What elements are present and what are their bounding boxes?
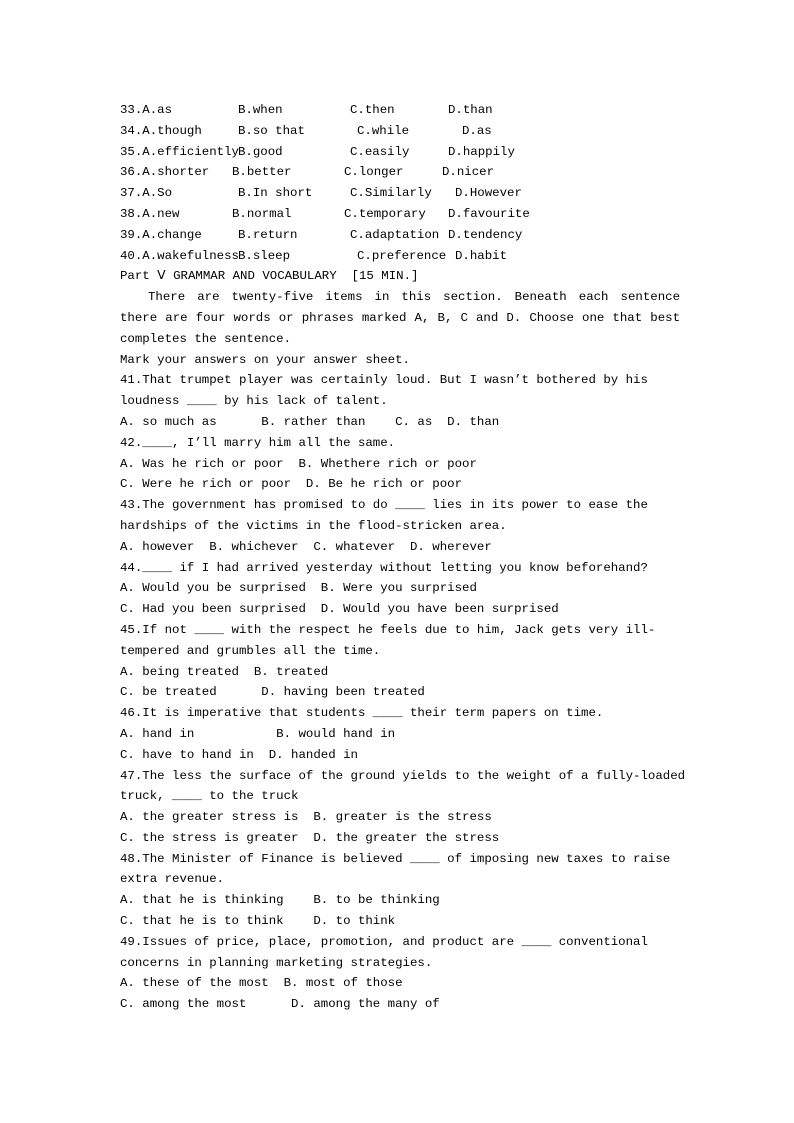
- question-stem: 42.____, I’ll marry him all the same.: [120, 435, 396, 450]
- question-stem: loudness ____ by his lack of talent.: [120, 394, 388, 409]
- option-b: B.normal: [232, 206, 292, 221]
- question-stem: 49.Issues of price, place, promotion, and product are ____ conventional: [120, 934, 648, 949]
- option-d: D.nicer: [442, 165, 495, 180]
- cloze-option-row: [120, 162, 680, 183]
- question-options: A. however B. whichever C. whatever D. wherever: [120, 539, 492, 554]
- question-options: C. be treated D. having been treated: [120, 685, 425, 700]
- option-a: 40.A.wakefulness: [120, 248, 239, 263]
- cloze-option-row: [120, 225, 680, 246]
- questions-block: [120, 370, 686, 1015]
- option-b: B.when: [238, 103, 283, 117]
- question-options: A. Was he rich or poor B. Whethere rich or poor: [120, 456, 477, 471]
- option-d: D.favourite: [448, 206, 530, 221]
- option-d: D.as: [462, 123, 492, 138]
- option-c: C.easily: [350, 144, 410, 159]
- question-stem: 45.If not ____ with the respect he feels due to him, Jack gets very ill-: [120, 622, 656, 637]
- option-d: D.happily: [448, 144, 515, 159]
- question-stem: 47.The less the surface of the ground yields to the weight of a fully-loaded: [120, 768, 686, 783]
- section-instruction: Mark your answers on your answer sheet.: [120, 352, 410, 367]
- cloze-option-row: [120, 142, 680, 163]
- option-d: D.tendency: [448, 227, 523, 242]
- question-options: C. that he is to think D. to think: [120, 914, 396, 929]
- question-stem: 43.The government has promised to do ____ lies in its power to ease the: [120, 498, 648, 513]
- question-options: C. have to hand in D. handed in: [120, 747, 358, 762]
- cloze-options-block: [120, 100, 680, 266]
- question-options: C. Were he rich or poor D. Be he rich or poor: [120, 477, 463, 492]
- question-options: A. Would you be surprised B. Were you surprised: [120, 581, 477, 596]
- option-a: 39.A.change: [120, 227, 202, 242]
- option-b: B.return: [238, 227, 298, 242]
- option-c: C.then: [350, 103, 395, 117]
- question-options: C. Had you been surprised D. Would you have been surprised: [120, 602, 559, 617]
- option-d: D.than: [448, 103, 493, 117]
- question-stem: concerns in planning marketing strategies.: [120, 955, 433, 970]
- question-stem: extra revenue.: [120, 872, 225, 887]
- section-heading: Part Ⅴ GRAMMAR AND VOCABULARY [15 MIN.]: [120, 269, 419, 284]
- option-a: 33.A.as: [120, 103, 173, 117]
- option-b: B.so that: [238, 123, 305, 138]
- question-stem: hardships of the victims in the flood-stricken area.: [120, 518, 507, 533]
- cloze-option-row: [120, 121, 680, 142]
- option-b: B.better: [232, 165, 292, 180]
- cloze-option-row: [120, 246, 680, 267]
- cloze-option-row: [120, 100, 680, 121]
- question-stem: tempered and grumbles all the time.: [120, 643, 381, 658]
- question-options: A. hand in B. would hand in: [120, 726, 396, 741]
- option-c: C.preference: [357, 248, 447, 263]
- question-stem: 41.That trumpet player was certainly loud. But I wasn’t bothered by his: [120, 373, 648, 388]
- question-options: A. being treated B. treated: [120, 664, 329, 679]
- option-a: 37.A.So: [120, 186, 173, 201]
- question-options: A. that he is thinking B. to be thinking: [120, 893, 440, 908]
- cloze-option-row: [120, 183, 680, 204]
- option-c: C.while: [357, 123, 410, 138]
- option-a: 34.A.though: [120, 123, 202, 138]
- option-d: D.habit: [455, 248, 508, 263]
- exam-page: [120, 100, 686, 1015]
- option-c: C.longer: [344, 165, 404, 180]
- question-options: A. the greater stress is B. greater is the stress: [120, 810, 492, 825]
- option-a: 38.A.new: [120, 206, 180, 221]
- question-stem: 44.____ if I had arrived yesterday without letting you know beforehand?: [120, 560, 648, 575]
- question-stem: 46.It is imperative that students ____ their term papers on time.: [120, 706, 604, 721]
- question-stem: 48.The Minister of Finance is believed ____ of imposing new taxes to raise: [120, 851, 671, 866]
- option-a: 35.A.efficiently: [120, 144, 239, 159]
- cloze-option-row: [120, 204, 680, 225]
- option-a: 36.A.shorter: [120, 165, 210, 180]
- option-c: C.temporary: [344, 206, 426, 221]
- section-intro: There are twenty-five items in this section. Beneath each sentence there are four words or phrases marked A, B, C and D. Choose one that best completes the sentence.: [120, 290, 680, 346]
- question-stem: truck, ____ to the truck: [120, 789, 299, 804]
- option-c: C.Similarly: [350, 186, 432, 201]
- option-b: B.sleep: [238, 248, 291, 263]
- question-options: A. so much as B. rather than C. as D. than: [120, 414, 500, 429]
- option-b: B.In short: [238, 186, 313, 201]
- question-options: C. among the most D. among the many of: [120, 997, 440, 1012]
- option-b: B.good: [238, 144, 283, 159]
- option-c: C.adaptation: [350, 227, 440, 242]
- option-d: D.However: [455, 186, 522, 201]
- question-options: A. these of the most B. most of those: [120, 976, 403, 991]
- question-options: C. the stress is greater D. the greater the stress: [120, 830, 500, 845]
